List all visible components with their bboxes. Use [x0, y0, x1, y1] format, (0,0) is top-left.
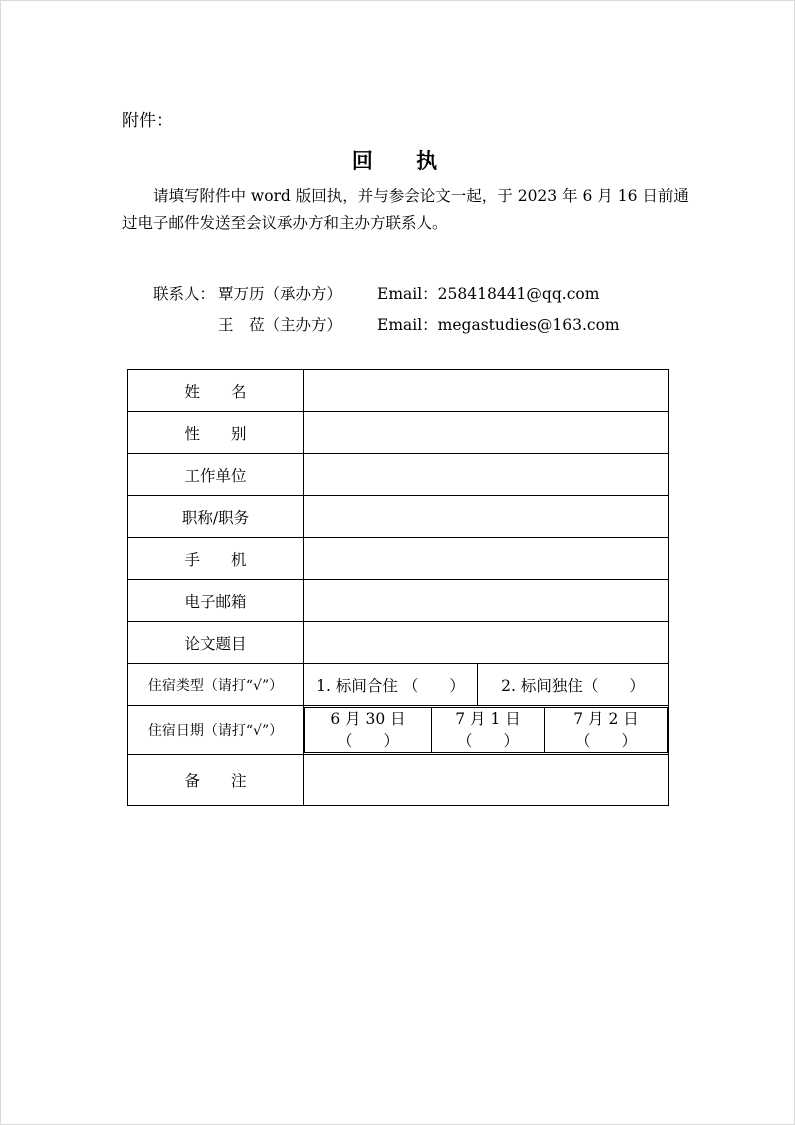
- form-label-remarks: 备 注: [128, 755, 304, 806]
- form-row-name: [128, 370, 669, 412]
- instructions-line-1: 请填写附件中 word 版回执，并与参会论文一起，于 2023 年 6 月 16 日前通: [153, 187, 689, 205]
- date-option-jun30[interactable]: [305, 708, 432, 753]
- form-label-lodging-type: 住宿类型（请打“√”）: [128, 664, 304, 706]
- form-label-lodging-dates: 住宿日期（请打“√”）: [128, 706, 304, 755]
- date-option-jul1[interactable]: [432, 708, 545, 753]
- form-row-lodging-type: [128, 664, 669, 706]
- form-label-title: 职称/职务: [128, 496, 304, 538]
- lodging-option-shared[interactable]: 1. 标间合住 （ ）: [304, 664, 478, 706]
- lodging-dates-subtable: [304, 707, 668, 753]
- date-mark: （ ）: [336, 732, 399, 750]
- form-label-name: 姓 名: [128, 370, 304, 412]
- remarks-field[interactable]: [304, 755, 669, 806]
- form-row-email: [128, 580, 669, 622]
- date-label: 6 月 30 日: [330, 710, 406, 728]
- form-label-paper-title: 论文题目: [128, 622, 304, 664]
- form-row-mobile: [128, 538, 669, 580]
- form-row-remarks: [128, 755, 669, 806]
- instructions-paragraph: [122, 183, 689, 237]
- form-label-mobile: 手 机: [128, 538, 304, 580]
- email-field[interactable]: [304, 580, 669, 622]
- date-label: 7 月 1 日: [455, 710, 521, 728]
- date-option-jul2[interactable]: [545, 708, 668, 753]
- date-mark: （ ）: [574, 732, 637, 750]
- form-row-title: [128, 496, 669, 538]
- date-mark: （ ）: [456, 732, 519, 750]
- form-label-email: 电子邮箱: [128, 580, 304, 622]
- paper-title-field[interactable]: [304, 622, 669, 664]
- employer-field[interactable]: [304, 454, 669, 496]
- contact-2-email[interactable]: Email：megastudies@163.com: [377, 316, 620, 334]
- contact-1-label: 联系人：: [153, 285, 216, 303]
- page-title: 回 执: [351, 148, 456, 173]
- name-field[interactable]: [304, 370, 669, 412]
- form-row-gender: [128, 412, 669, 454]
- lodging-dates-cell: [304, 706, 669, 755]
- gender-field[interactable]: [304, 412, 669, 454]
- form-row-lodging-dates: [128, 706, 669, 755]
- mobile-field[interactable]: [304, 538, 669, 580]
- contact-1-email[interactable]: Email：258418441@qq.com: [377, 285, 600, 303]
- contact-1-name: 覃万历（承办方）: [218, 285, 343, 303]
- lodging-option-single[interactable]: 2. 标间独住（ ）: [478, 664, 669, 706]
- contact-2-name: 王 莅（主办方）: [218, 316, 343, 334]
- form-label-gender: 性 别: [128, 412, 304, 454]
- form-row-paper-title: [128, 622, 669, 664]
- job-title-field[interactable]: [304, 496, 669, 538]
- receipt-form-table: [127, 369, 669, 806]
- attachment-label: 附件：: [122, 111, 173, 131]
- date-label: 7 月 2 日: [573, 710, 639, 728]
- form-label-employer: 工作单位: [128, 454, 304, 496]
- instructions-line-2: 过电子邮件发送至会议承办方和主办方联系人。: [122, 214, 448, 232]
- form-row-employer: [128, 454, 669, 496]
